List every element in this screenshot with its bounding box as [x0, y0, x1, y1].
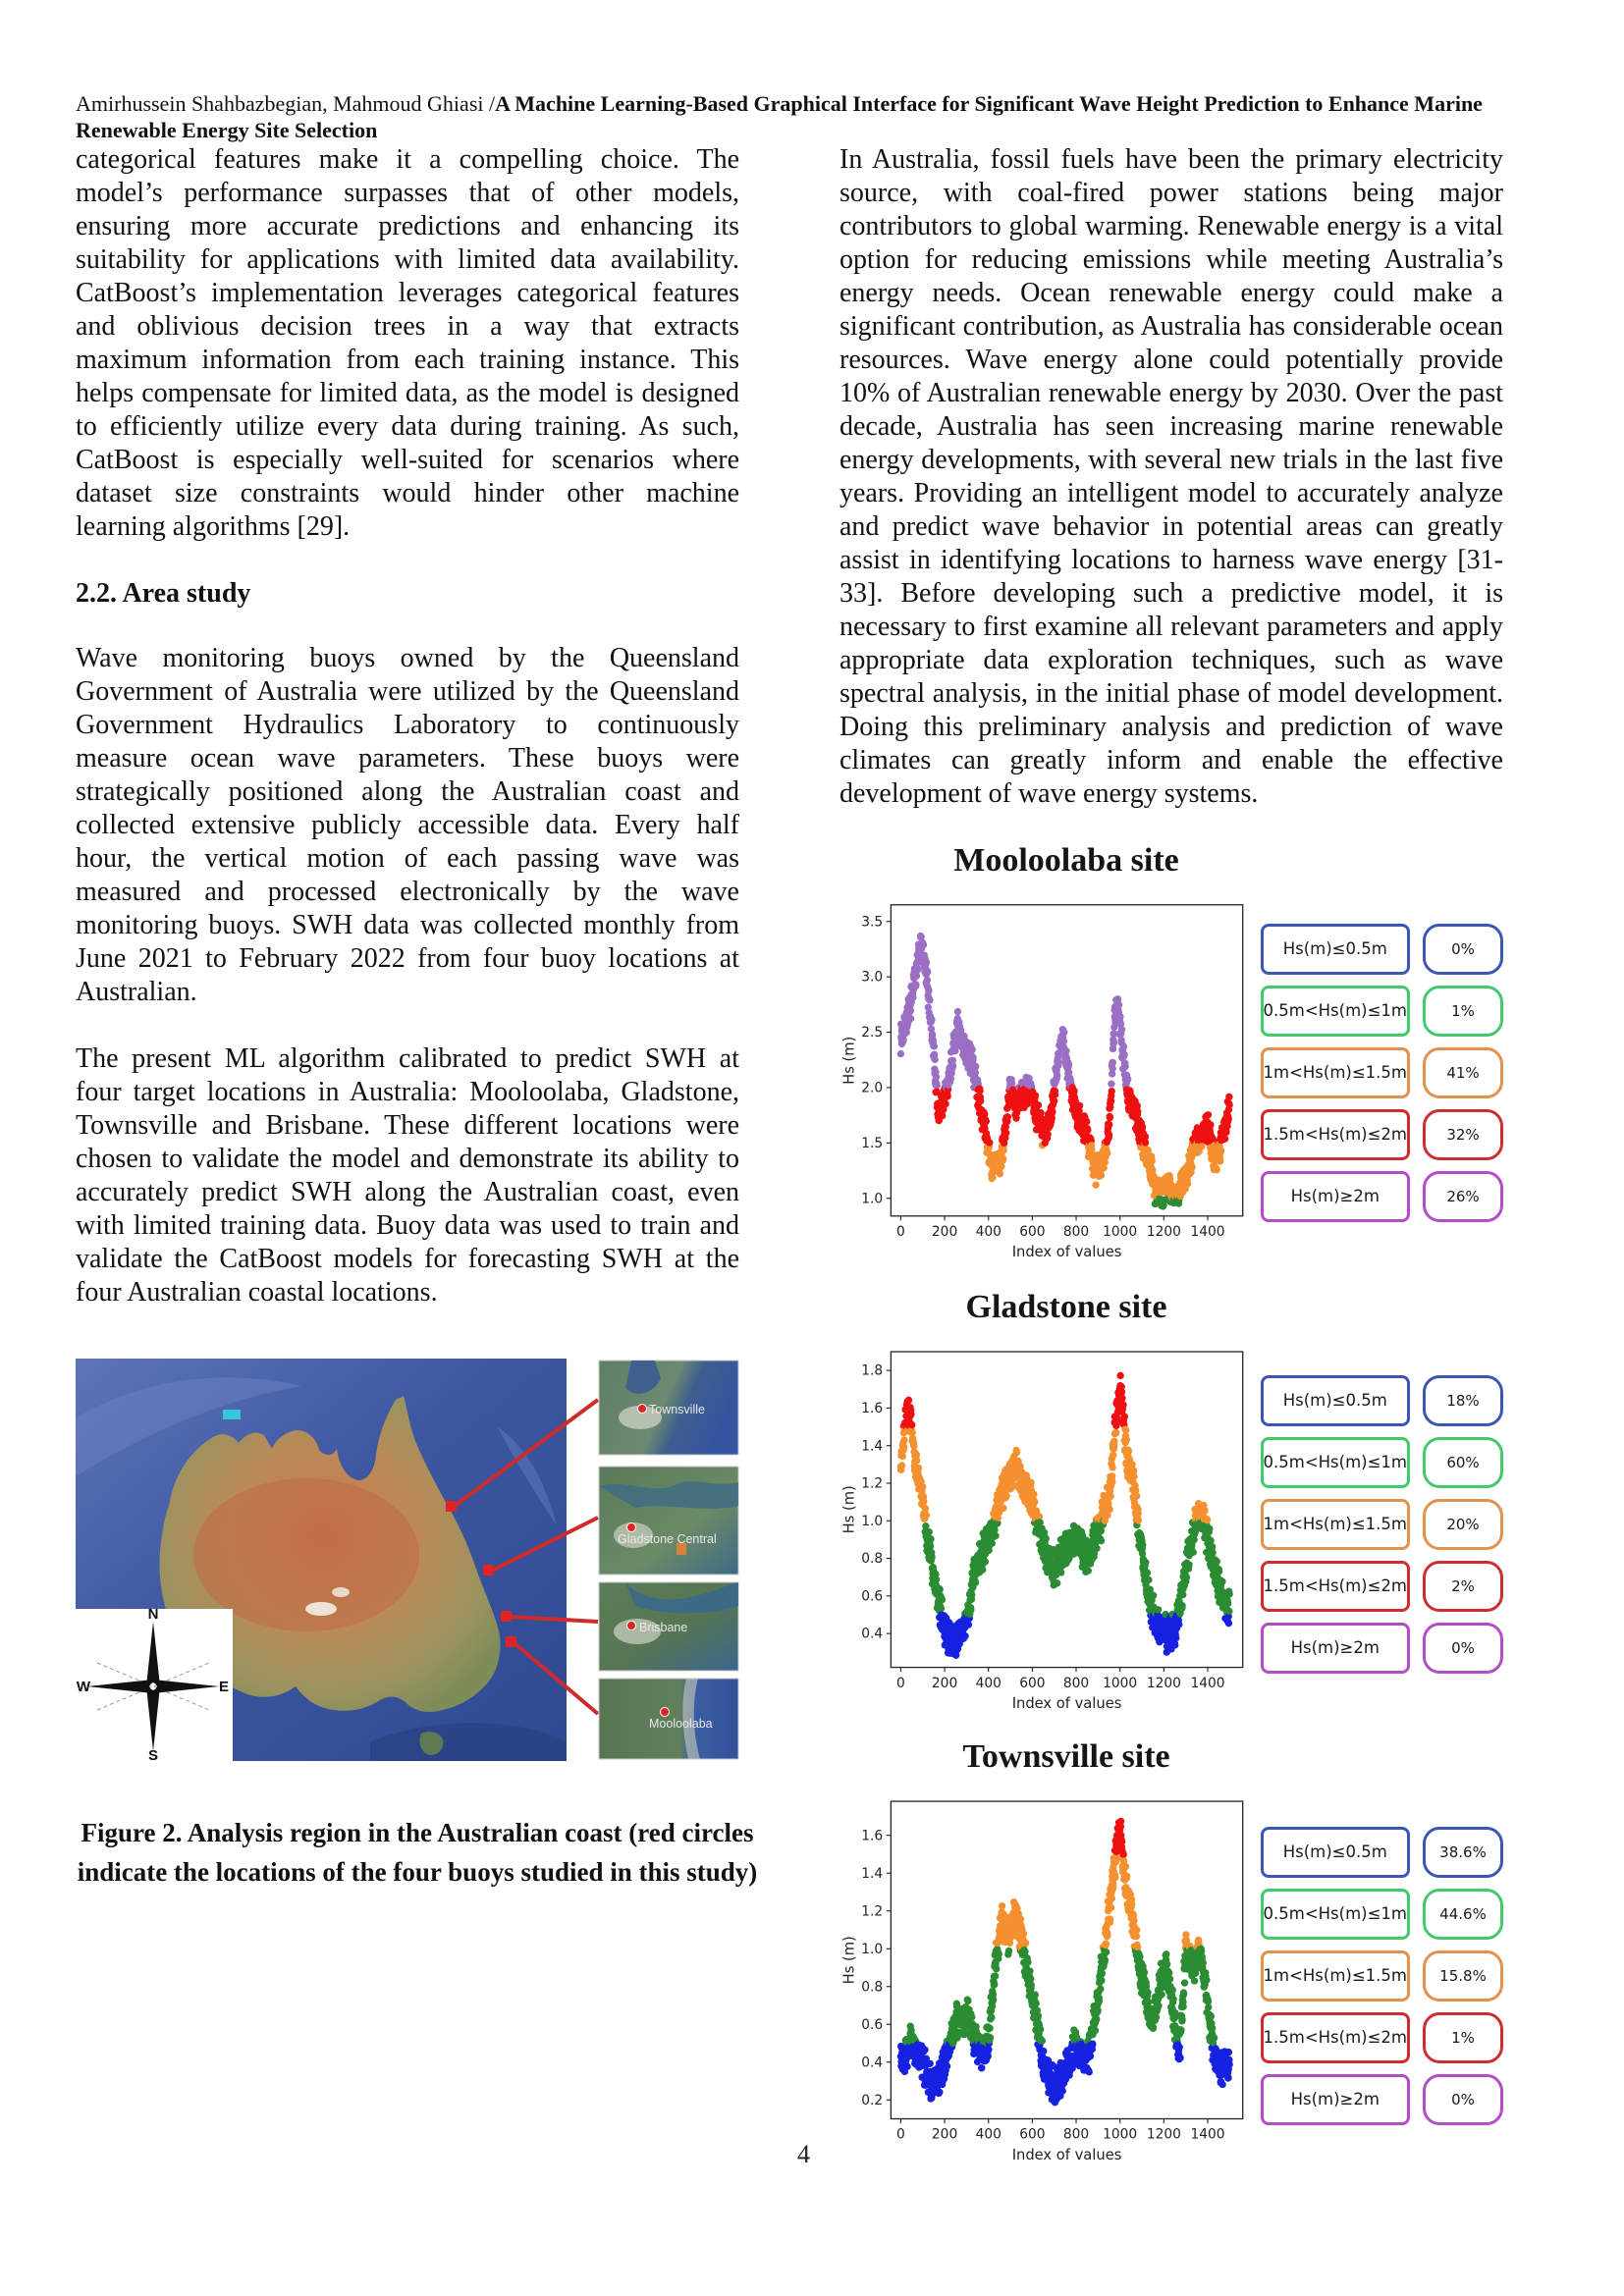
chart-title: Mooloolaba site [953, 842, 1179, 879]
y-tick-label: 1.6 [861, 1828, 884, 1844]
legend-range-label: 1.5m<Hs(m)≤2m [1261, 1109, 1411, 1160]
legend-range-label: 1.5m<Hs(m)≤2m [1261, 1561, 1411, 1612]
map-northern-lake [223, 1410, 241, 1419]
x-tick-label: 200 [931, 1675, 958, 1691]
y-tick-label: 2.0 [861, 1080, 884, 1096]
compass-rose [76, 1606, 233, 1761]
legend-percent-badge: 0% [1423, 1623, 1503, 1674]
x-tick-label: 600 [1019, 2126, 1046, 2143]
legend-row [1261, 2074, 1504, 2125]
y-tick-label: 0.6 [861, 2016, 884, 2033]
x-tick-label: 1000 [1103, 2126, 1138, 2143]
x-axis-label: Index of values [1011, 1244, 1122, 1261]
inset-label: Townsville [649, 1403, 705, 1416]
legend-percent-badge: 26% [1423, 1171, 1503, 1222]
x-axis-label: Index of values [1011, 2146, 1122, 2163]
y-tick-label: 1.4 [861, 1865, 884, 1882]
legend-percent-badge: 38.6% [1423, 1827, 1503, 1878]
legend-percent-badge: 15.8% [1423, 1950, 1503, 2002]
legend-percent-badge: 1% [1423, 986, 1503, 1037]
compass-e: E [218, 1679, 230, 1695]
chart-legend [1261, 881, 1504, 1279]
y-tick-label: 1.0 [861, 1191, 884, 1207]
legend-row [1261, 1375, 1504, 1426]
chart-mooloolaba [839, 844, 1503, 1279]
compass-w: W [76, 1679, 91, 1695]
y-tick-label: 3.0 [861, 969, 884, 986]
section-heading: 2.2. Area study [76, 578, 251, 609]
legend-range-label: 0.5m<Hs(m)≤1m [1261, 986, 1411, 1037]
chart-plot [839, 1328, 1257, 1731]
inset-label: Mooloolaba [649, 1717, 713, 1731]
legend-range-label: Hs(m)≥2m [1261, 2074, 1411, 2125]
header-authors: Amirhussein Shahbazbegian, Mahmoud Ghiasi / [76, 91, 496, 116]
compass-n: N [147, 1606, 159, 1623]
legend-row [1261, 1171, 1504, 1222]
inset-brisbane [599, 1582, 738, 1671]
legend-percent-badge: 1% [1423, 2012, 1503, 2063]
x-tick-label: 400 [975, 2126, 1001, 2143]
y-tick-label: 1.6 [861, 1401, 884, 1417]
legend-range-label: 1m<Hs(m)≤1.5m [1261, 1499, 1411, 1550]
pin-icon [661, 1708, 670, 1717]
legend-range-label: 1m<Hs(m)≤1.5m [1261, 1047, 1411, 1098]
chart-legend [1261, 1328, 1504, 1731]
y-axis-label: Hs (m) [840, 1485, 858, 1534]
left-column [76, 143, 758, 1892]
chart-gladstone [839, 1291, 1503, 1731]
inset-gladstone [599, 1467, 738, 1575]
x-axis-label: Index of values [1011, 1694, 1122, 1712]
x-tick-label: 1000 [1103, 1223, 1138, 1240]
legend-range-label: Hs(m)≥2m [1261, 1171, 1411, 1222]
x-tick-label: 200 [931, 1223, 958, 1240]
right-column [839, 143, 1503, 2182]
map-salt-lake [305, 1602, 337, 1616]
legend-percent-badge: 60% [1423, 1437, 1503, 1488]
page-number: 4 [797, 2140, 810, 2168]
y-tick-label: 3.5 [861, 914, 884, 931]
legend-range-label: 0.5m<Hs(m)≤1m [1261, 1437, 1411, 1488]
y-tick-label: 1.4 [861, 1438, 884, 1455]
y-tick-label: 0.4 [861, 2055, 884, 2071]
legend-range-label: Hs(m)≤0.5m [1261, 924, 1411, 975]
legend-row [1261, 1047, 1504, 1098]
x-tick-label: 1200 [1146, 1675, 1181, 1691]
x-tick-label: 200 [931, 2126, 958, 2143]
legend-row [1261, 924, 1504, 975]
inset-mooloolaba [599, 1679, 738, 1759]
legend-row [1261, 2012, 1504, 2063]
y-tick-label: 1.0 [861, 1513, 884, 1529]
x-tick-label: 400 [975, 1223, 1001, 1240]
y-tick-label: 0.4 [861, 1626, 884, 1642]
legend-range-label: Hs(m)≤0.5m [1261, 1375, 1411, 1426]
chart-legend [1261, 1778, 1504, 2182]
running-header [76, 90, 1509, 143]
y-axis-label: Hs (m) [840, 1036, 858, 1085]
x-tick-label: 1000 [1103, 1675, 1138, 1691]
x-tick-label: 1400 [1190, 1675, 1225, 1691]
legend-range-label: 0.5m<Hs(m)≤1m [1261, 1889, 1411, 1940]
x-tick-label: 800 [1062, 1675, 1090, 1691]
x-tick-label: 1400 [1190, 1223, 1225, 1240]
x-tick-label: 1400 [1190, 2126, 1225, 2143]
y-axis-label: Hs (m) [840, 1936, 858, 1985]
x-tick-label: 800 [1062, 2126, 1090, 2143]
legend-percent-badge: 18% [1423, 1375, 1503, 1426]
legend-percent-badge: 32% [1423, 1109, 1503, 1160]
x-tick-label: 600 [1019, 1675, 1046, 1691]
legend-percent-badge: 0% [1423, 924, 1503, 975]
paragraph: In Australia, fossil fuels have been the primary electricity source, with coal-fired power stations being major contributors to global warming. Renewable energy is a vital option for reducing emissions while meeting Australia’s energy needs. Ocean renewable energy could make a significant contribution, as Australia has considerable ocean resources. Wave energy alone could potentially provide 10% of Australian renewable energy by 2030. Over the past decade, Australia has seen increasing marine renewable energy developments, with several new trials in the last five years. Providing an intelligent model to accurately analyze and predict wave behavior in potential areas can greatly assist in identifying locations to harness wave energy [31-33]. Before developing such a predictive model, it is necessary to first examine all relevant parameters and apply appropriate data exploration techniques, such as wave spectral analysis, in the initial phase of model development. Doing this preliminary analysis and prediction of wave climates can greatly inform and enable the effective development of wave energy systems. [839, 144, 1503, 809]
x-tick-label: 0 [896, 1223, 905, 1240]
figure-australia-map [76, 1359, 753, 1761]
legend-row [1261, 1561, 1504, 1612]
legend-percent-badge: 44.6% [1423, 1889, 1503, 1940]
pin-icon [627, 1622, 636, 1630]
header-paper-title: A Machine Learning-Based Graphical Interface for Significant Wave Height Prediction to Enhance Marine Renewable Energy Site Selection [76, 91, 1483, 142]
y-tick-label: 1.2 [861, 1903, 884, 1920]
x-tick-label: 1200 [1146, 2126, 1181, 2143]
y-tick-label: 0.8 [861, 1979, 884, 1996]
x-tick-label: 1200 [1146, 1223, 1181, 1240]
legend-range-label: Hs(m)≤0.5m [1261, 1827, 1411, 1878]
map-salt-lake [332, 1587, 350, 1597]
figure-caption: Figure 2. Analysis region in the Australian coast (red circles indicate the locations of the four buoys studied in this study) [77, 1818, 758, 1887]
y-tick-label: 1.8 [861, 1362, 884, 1379]
y-tick-label: 1.5 [861, 1135, 884, 1151]
inset-townsville [599, 1361, 738, 1455]
buoy-marker-townsville [446, 1501, 457, 1512]
y-tick-label: 1.2 [861, 1475, 884, 1492]
chart-plot [839, 881, 1257, 1279]
y-tick-label: 0.6 [861, 1588, 884, 1605]
legend-row [1261, 1950, 1504, 2002]
legend-range-label: 1.5m<Hs(m)≤2m [1261, 2012, 1411, 2063]
pin-icon [638, 1405, 647, 1414]
x-tick-label: 0 [896, 2126, 905, 2143]
chart-plot [839, 1778, 1257, 2182]
x-tick-label: 600 [1019, 1223, 1046, 1240]
x-tick-label: 800 [1062, 1223, 1090, 1240]
inset-label: Gladstone Central [618, 1532, 717, 1546]
legend-row [1261, 1827, 1504, 1878]
x-tick-label: 400 [975, 1675, 1001, 1691]
legend-row [1261, 1437, 1504, 1488]
chart-townsville [839, 1740, 1503, 2182]
legend-row [1261, 1109, 1504, 1160]
y-tick-label: 0.2 [861, 2092, 884, 2109]
compass-s: S [147, 1747, 159, 1761]
paragraph: categorical features make it a compelling choice. The model’s performance surpasses that of other models, ensuring more accurate predictions and enhancing its suitability for applications with limited data availability. CatBoost’s implementation leverages categorical features and oblivious decision trees in a way that extracts maximum information from each training instance. This helps compensate for limited data, as the model is designed to efficiently utilize every data during training. As such, CatBoost is especially well-suited for scenarios where dataset size constraints would hinder other machine learning algorithms [29]. [76, 144, 739, 542]
y-tick-label: 1.0 [861, 1941, 884, 1957]
legend-row [1261, 1889, 1504, 1940]
chart-title: Townsville site [962, 1738, 1170, 1775]
x-tick-label: 0 [896, 1675, 905, 1691]
legend-range-label: Hs(m)≥2m [1261, 1623, 1411, 1674]
legend-range-label: 1m<Hs(m)≤1.5m [1261, 1950, 1411, 2002]
legend-percent-badge: 2% [1423, 1561, 1503, 1612]
paragraph: Wave monitoring buoys owned by the Queensland Government of Australia were utilized by the Queensland Government Hydraulics Laboratory to continuously measure ocean wave parameters. These buoys were strategically positioned along the Australian coast and collected extensive publicly accessible data. Every half hour, the vertical motion of each passing wave was measured and processed electronically by the wave monitoring buoys. SWH data was collected monthly from June 2021 to February 2022 from four buoy locations at Australian. [76, 643, 739, 1007]
chart-title: Gladstone site [965, 1289, 1167, 1325]
y-tick-label: 0.8 [861, 1551, 884, 1568]
legend-percent-badge: 41% [1423, 1047, 1503, 1098]
y-tick-label: 2.5 [861, 1025, 884, 1041]
legend-percent-badge: 0% [1423, 2074, 1503, 2125]
paragraph: The present ML algorithm calibrated to predict SWH at four target locations in Australia: Mooloolaba, Gladstone, Townsville and Brisbane. These different locations were chosen to validate the model and demonstrate its ability to accurately predict SWH along the Australian coast, even with limited training data. Buoy data was used to train and validate the CatBoost models for forecasting SWH at the four Australian coastal locations. [76, 1043, 739, 1308]
legend-row [1261, 1623, 1504, 1674]
pin-icon [627, 1523, 636, 1532]
legend-row [1261, 1499, 1504, 1550]
legend-row [1261, 986, 1504, 1037]
inset-label: Brisbane [639, 1621, 688, 1634]
legend-percent-badge: 20% [1423, 1499, 1503, 1550]
